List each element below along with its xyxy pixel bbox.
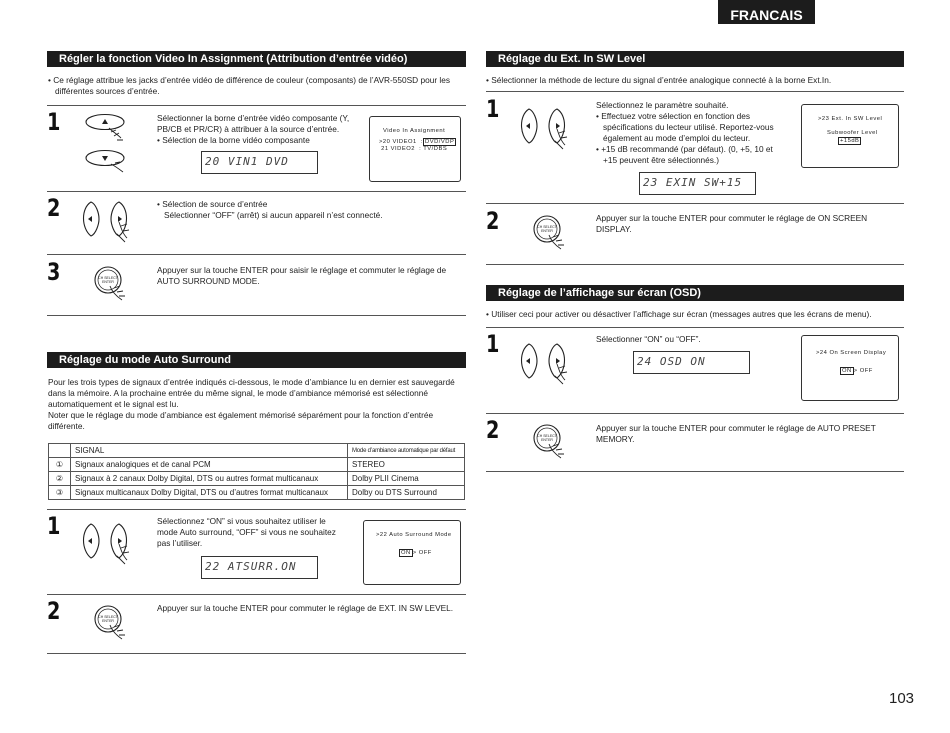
va-step1-text: [157, 113, 357, 146]
osd-value: [838, 137, 861, 145]
left-right-buttons-icon: [79, 520, 133, 568]
table-header-row: [49, 444, 465, 458]
step-number: 2: [486, 207, 500, 235]
ext-sw-step1-bullet2-line1: • +15 dB recommandé (par défaut). (0, +5, 10 et: [596, 144, 773, 154]
enter-button-icon: [94, 605, 130, 645]
ext-sw-step1-line1: Sélectionnez le paramètre souhaité.: [596, 100, 729, 110]
table-cell-number: ①: [49, 458, 71, 472]
video-assign-intro: [48, 75, 466, 97]
divider: [486, 471, 904, 472]
as-para-line3: automatiquement et le signal est lu.: [48, 399, 179, 409]
table-cell-signal: Signaux multicanaux Dolby Digital, DTS ou d’autres format multicanaux: [71, 486, 348, 500]
osd-title: >24 On Screen Display: [816, 350, 887, 356]
table-cell-signal: Signaux à 2 canaux Dolby Digital, DTS ou autres format multicanaux: [71, 472, 348, 486]
up-down-buttons-icon: [83, 114, 131, 172]
enter-label-top: CH SELECT: [537, 434, 557, 438]
ext-sw-step1-text: [596, 100, 792, 166]
osd-row: 21 VIDEO2 : TV/DBS: [379, 146, 448, 152]
auto-surround-heading: Réglage du mode Auto Surround: [47, 352, 466, 368]
as-para-line1: Pour les trois types de signaux d’entrée indiqués ci-dessous, le mode d’ambiance lu en dernier est sauvegardé: [48, 377, 455, 387]
va-step1-line1: Sélectionner la borne d’entrée vidéo composante (Y,: [157, 113, 350, 123]
osd-title: >22 Auto Surround Mode: [376, 532, 452, 538]
video-assign-heading: Régler la fonction Video In Assignment (Attribution d’entrée vidéo): [47, 51, 466, 67]
step-number: 2: [47, 194, 61, 222]
va-step1-line3: • Sélection de la borne vidéo composante: [157, 135, 310, 145]
va-step2-line2: Sélectionner “OFF” (arrêt) si aucun appareil n’est connecté.: [164, 210, 383, 220]
lcd-display: 24 OSD ON: [633, 351, 750, 374]
enter-button-label: [537, 225, 557, 233]
step-number: 2: [486, 416, 500, 444]
table-cell-number: ③: [49, 486, 71, 500]
enter-label-top: CH SELECT: [98, 615, 118, 619]
divider: [47, 105, 466, 106]
lcd-display: 22 ATSURR.ON: [201, 556, 318, 579]
divider: [47, 191, 466, 192]
va-step3-line1: Appuyer sur la touche ENTER pour saisir le réglage et commuter le réglage de: [157, 265, 447, 275]
va-step3-line2: AUTO SURROUND MODE.: [157, 276, 260, 286]
osd-title: >23 Ext. In SW Level: [818, 116, 883, 122]
table-cell-number: ②: [49, 472, 71, 486]
osd-option-row: [840, 367, 873, 375]
osd-option-off: > OFF: [412, 550, 432, 556]
va-step1-line2: PB/CB et PR/CR) à attribuer à la source d’entrée.: [157, 124, 340, 134]
ext-sw-step2-text: Appuyer sur la touche ENTER pour commuter le réglage de ON SCREEN DISPLAY.: [596, 213, 868, 234]
as-step2-text: [157, 603, 465, 614]
table-cell-signal: Signaux analogiques et de canal PCM: [71, 458, 348, 472]
table-row: [49, 486, 465, 500]
lcd-display: 23 EXIN SW+15: [639, 172, 756, 195]
osd-step2-text: [596, 423, 904, 445]
language-tab: FRANCAIS: [718, 0, 815, 24]
signal-table: [48, 443, 465, 500]
as-step1-line1: Sélectionnez “ON” si vous souhaitez utiliser le: [157, 516, 326, 526]
osd-selected-value: +15dB: [840, 138, 860, 144]
enter-label-top: CH SELECT: [537, 225, 557, 229]
table-header-mode: Mode d’ambiance automatique par défaut: [348, 444, 465, 458]
as-step1-text: [157, 516, 353, 549]
divider: [47, 653, 466, 654]
video-assign-intro-line1: • Ce réglage attribue les jacks d’entrée vidéo de différence de couleur (composants) de l’AVR-550SD pour les: [48, 75, 450, 85]
osd-step2-line1: Appuyer sur la touche ENTER pour commuter le réglage de AUTO PRESET: [596, 423, 876, 433]
ext-sw-intro: • Sélectionner la méthode de lecture du signal d’entrée analogique connecté à la borne Ext.In.: [486, 75, 832, 85]
step-number: 2: [47, 597, 61, 625]
enter-button-icon: [533, 424, 569, 464]
osd-screen: [801, 104, 899, 168]
ext-sw-step1-bullet1-line3: également au mode d’emploi du lecteur.: [603, 133, 751, 143]
osd-step1-text: Sélectionner “ON” ou “OFF”.: [596, 334, 701, 344]
step-number: 3: [47, 258, 61, 286]
divider: [486, 413, 904, 414]
as-step1-line2: mode Auto surround, “OFF” si vous ne souhaitez: [157, 527, 336, 537]
ext-sw-step1-bullet1-line2: spécifications du lecteur utilisé. Reportez-vous: [603, 122, 774, 132]
osd-option-off: > OFF: [853, 368, 873, 374]
divider: [486, 203, 904, 204]
enter-button-label: [537, 434, 557, 442]
divider: [47, 509, 466, 510]
table-header-signal: SIGNAL: [71, 444, 348, 458]
enter-label-bottom: ENTER: [541, 229, 553, 233]
osd-selected-value: DVD/VDP: [425, 139, 455, 145]
auto-surround-paragraph: [48, 377, 465, 432]
enter-label-bottom: ENTER: [102, 280, 114, 284]
ext-sw-step1-bullet2-line2: +15 peuvent être sélectionnés.): [603, 155, 720, 165]
osd-title: Video In Assignment: [383, 128, 446, 134]
left-right-buttons-icon: [79, 198, 133, 246]
osd-heading: Réglage de l’affichage sur écran (OSD): [486, 285, 904, 301]
divider: [47, 594, 466, 595]
enter-button-label: [98, 276, 118, 284]
video-assign-intro-line2: différentes sources d’entrée.: [55, 86, 160, 96]
lcd-display: 20 VIN1 DVD: [201, 151, 318, 174]
enter-button-icon: [533, 215, 569, 255]
step-number: 1: [486, 95, 500, 123]
left-right-buttons-icon: [517, 340, 571, 388]
osd-option-on: ON: [401, 550, 411, 556]
osd-intro: • Utiliser ceci pour activer ou désactiver l’affichage sur écran (messages autres que les écrans de menu).: [486, 309, 872, 319]
va-step3-text: [157, 265, 465, 287]
table-row: [49, 472, 465, 486]
osd-subtitle: Subwoofer Level: [827, 130, 878, 136]
as-para-line2: dans la mémoire. A la prochaine entrée du même signal, le mode d’ambiance mémorisé est sélectionné: [48, 388, 429, 398]
osd-screen: [363, 520, 461, 585]
table-row: [49, 458, 465, 472]
osd-option-on: ON: [842, 368, 852, 374]
left-right-buttons-icon: [517, 105, 571, 153]
divider: [486, 91, 904, 92]
table-cell-mode: Dolby PLII Cinema: [348, 472, 465, 486]
osd-step2-line2: MEMORY.: [596, 434, 635, 444]
divider: [47, 254, 466, 255]
divider: [47, 315, 466, 316]
table-cell-mode: Dolby ou DTS Surround: [348, 486, 465, 500]
enter-label-top: CH SELECT: [98, 276, 118, 280]
ext-sw-step1-bullet1-line1: • Effectuez votre sélection en fonction des: [596, 111, 751, 121]
va-step2-line1: • Sélection de source d’entrée: [157, 199, 268, 209]
osd-screen: [801, 335, 899, 401]
osd-option-row: [399, 549, 432, 557]
page-number: 103: [889, 690, 915, 707]
enter-button-icon: [94, 266, 130, 306]
as-para-line4: Noter que le réglage du mode d’ambiance est également mémorisé séparément pour la fonction d’entrée: [48, 410, 434, 420]
divider: [486, 264, 904, 265]
as-step1-line3: pas l’utiliser.: [157, 538, 203, 548]
osd-screen: [369, 116, 461, 182]
enter-button-label: [98, 615, 118, 623]
ext-sw-heading: Réglage du Ext. In SW Level: [486, 51, 904, 67]
step-number: 1: [486, 330, 500, 358]
as-step2-line1: Appuyer sur la touche ENTER pour commuter le réglage de EXT. IN SW LEVEL.: [157, 603, 454, 613]
enter-label-bottom: ENTER: [102, 619, 114, 623]
osd-row-left: >20 VIDEO1 :: [379, 139, 424, 145]
enter-label-bottom: ENTER: [541, 438, 553, 442]
table-cell: [49, 444, 71, 458]
step-number: 1: [47, 512, 61, 540]
as-para-line5: différente.: [48, 421, 85, 431]
divider: [486, 327, 904, 328]
table-cell-mode: STEREO: [348, 458, 465, 472]
va-step2-text: [157, 199, 457, 221]
step-number: 1: [47, 108, 61, 136]
